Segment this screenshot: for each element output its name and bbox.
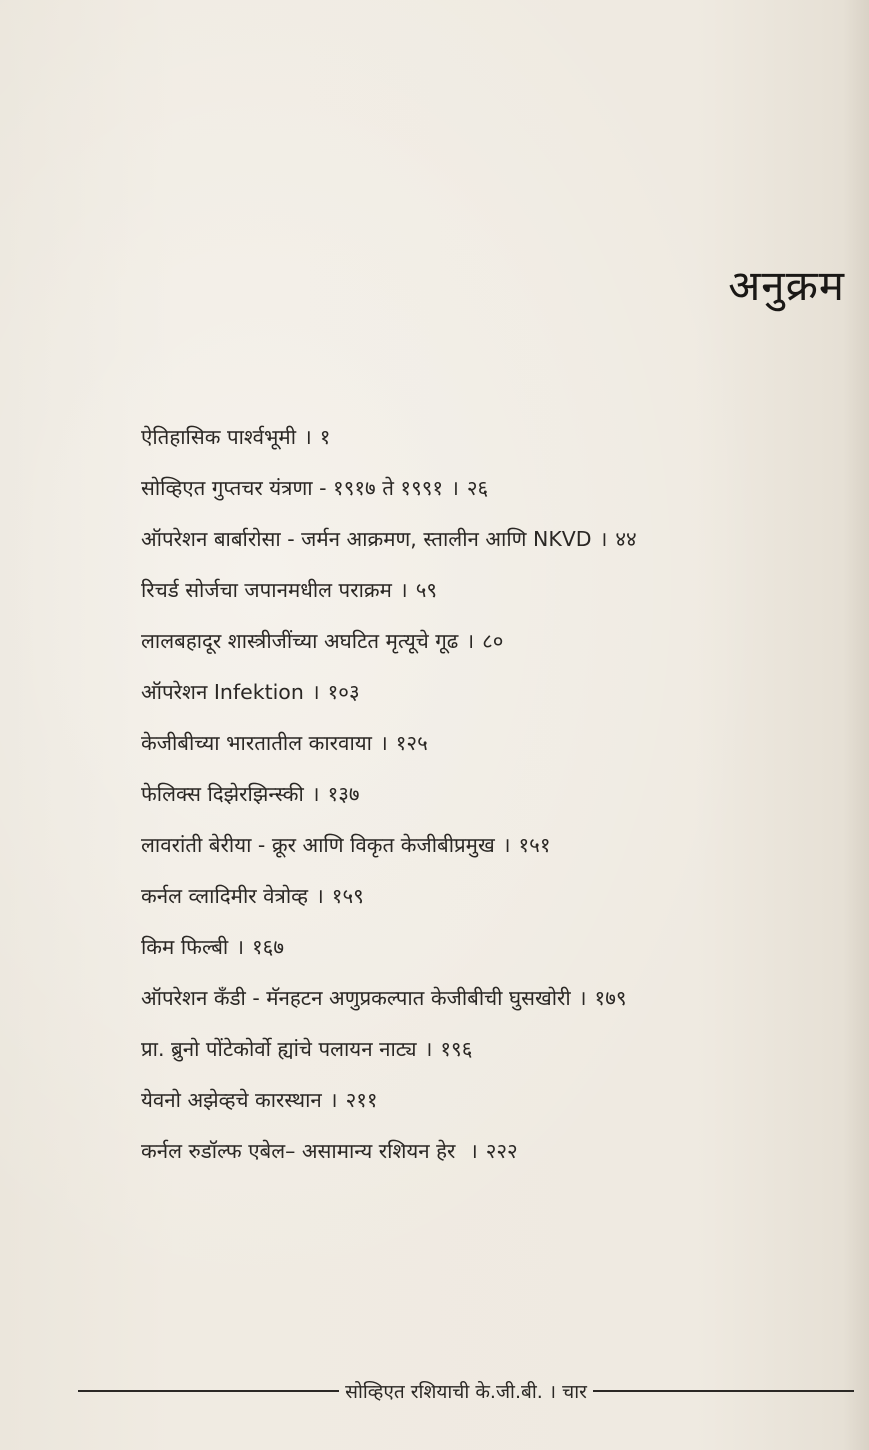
toc-separator: । bbox=[311, 782, 320, 806]
toc-page-number: १९६ bbox=[440, 1037, 473, 1061]
toc-chapter-title: ऐतिहासिक पार्श्वभूमी bbox=[141, 425, 296, 449]
toc-separator: । bbox=[578, 986, 587, 1010]
page-title: अनुक्रम bbox=[728, 261, 845, 311]
toc-chapter-title: कर्नल व्लादिमीर वेत्रोव्ह bbox=[141, 884, 308, 908]
toc-separator: । bbox=[304, 425, 312, 449]
footer-rule-left bbox=[78, 1390, 339, 1392]
toc-separator: । bbox=[329, 1088, 338, 1112]
toc-chapter-title: लावरांती बेरीया - क्रूर आणि विकृत केजीबीप्रमुख bbox=[141, 833, 495, 857]
footer-separator: । bbox=[548, 1381, 557, 1403]
footer-text bbox=[339, 1378, 593, 1404]
toc-page-number: १०३ bbox=[327, 680, 360, 704]
toc-page-number: २११ bbox=[345, 1088, 378, 1112]
toc-entry bbox=[141, 1081, 841, 1132]
toc-entry bbox=[141, 418, 841, 469]
toc-chapter-title: ऑपरेशन बार्बारोसा - जर्मन आक्रमण, स्तालीन आणि NKVD bbox=[141, 527, 592, 551]
toc-entry bbox=[141, 826, 841, 877]
table-of-contents bbox=[141, 418, 841, 1183]
toc-separator: । bbox=[599, 527, 608, 551]
toc-page-number: ४४ bbox=[615, 527, 637, 551]
toc-entry bbox=[141, 775, 841, 826]
footer-book-title: सोव्हिएत रशियाची के.जी.बी. bbox=[345, 1381, 543, 1403]
toc-separator: । bbox=[466, 629, 475, 653]
toc-page-number: १५१ bbox=[518, 833, 551, 857]
toc-entry bbox=[141, 469, 841, 520]
toc-page-number: ८० bbox=[482, 629, 504, 653]
toc-entry bbox=[141, 1030, 841, 1081]
toc-separator: । bbox=[424, 1037, 433, 1061]
toc-page-number: १ bbox=[319, 425, 331, 449]
toc-entry bbox=[141, 877, 841, 928]
toc-separator: । bbox=[236, 935, 244, 959]
toc-page-number: १६७ bbox=[252, 935, 284, 959]
toc-page-number: २२२ bbox=[485, 1139, 518, 1163]
toc-chapter-title: रिचर्ड सोर्जचा जपानमधील पराक्रम bbox=[141, 578, 392, 602]
toc-separator: । bbox=[379, 731, 388, 755]
footer-page-label: चार bbox=[562, 1381, 587, 1403]
toc-entry bbox=[141, 622, 841, 673]
toc-separator: । bbox=[469, 1139, 478, 1163]
toc-entry bbox=[141, 571, 841, 622]
toc-separator: । bbox=[311, 680, 320, 704]
toc-page-number: १७९ bbox=[594, 986, 627, 1010]
toc-page-number: ५९ bbox=[415, 578, 438, 602]
toc-entry bbox=[141, 520, 841, 571]
toc-entry bbox=[141, 724, 841, 775]
toc-separator: । bbox=[316, 884, 324, 908]
toc-chapter-title: प्रा. ब्रुनो पोंटेकोर्वो ह्यांचे पलायन नाट्य bbox=[141, 1037, 417, 1061]
toc-chapter-title: सोव्हिएत गुप्तचर यंत्रणा - १९१७ ते १९९१ bbox=[141, 476, 444, 500]
toc-entry bbox=[141, 979, 841, 1030]
toc-entry bbox=[141, 673, 841, 724]
toc-page-number: १२५ bbox=[395, 731, 428, 755]
toc-separator: । bbox=[502, 833, 511, 857]
toc-chapter-title: लालबहादूर शास्त्रीजींच्या अघटित मृत्यूचे गूढ bbox=[141, 629, 459, 653]
toc-separator: । bbox=[399, 578, 408, 602]
toc-chapter-title: ऑपरेशन Infektion bbox=[141, 680, 304, 704]
toc-chapter-title: फेलिक्स दिझेरझिन्स्की bbox=[141, 782, 304, 806]
footer-rule-right bbox=[593, 1390, 854, 1392]
toc-chapter-title: कर्नल रुडॉल्फ एबेल– असामान्य रशियन हेर bbox=[141, 1139, 462, 1163]
toc-page-number: १५९ bbox=[331, 884, 364, 908]
toc-chapter-title: किम फिल्बी bbox=[141, 935, 229, 959]
toc-entry bbox=[141, 928, 841, 979]
toc-page-number: २६ bbox=[466, 476, 489, 500]
toc-chapter-title: ऑपरेशन कँडी - मॅनहटन अणुप्रकल्पात केजीबीची घुसखोरी bbox=[141, 986, 571, 1010]
page-footer bbox=[78, 1373, 854, 1409]
toc-chapter-title: येवनो अझेव्हचे कारस्थान bbox=[141, 1088, 322, 1112]
toc-chapter-title: केजीबीच्या भारतातील कारवाया bbox=[141, 731, 372, 755]
toc-page-number: १३७ bbox=[327, 782, 360, 806]
toc-entry bbox=[141, 1132, 841, 1183]
toc-separator: । bbox=[451, 476, 459, 500]
